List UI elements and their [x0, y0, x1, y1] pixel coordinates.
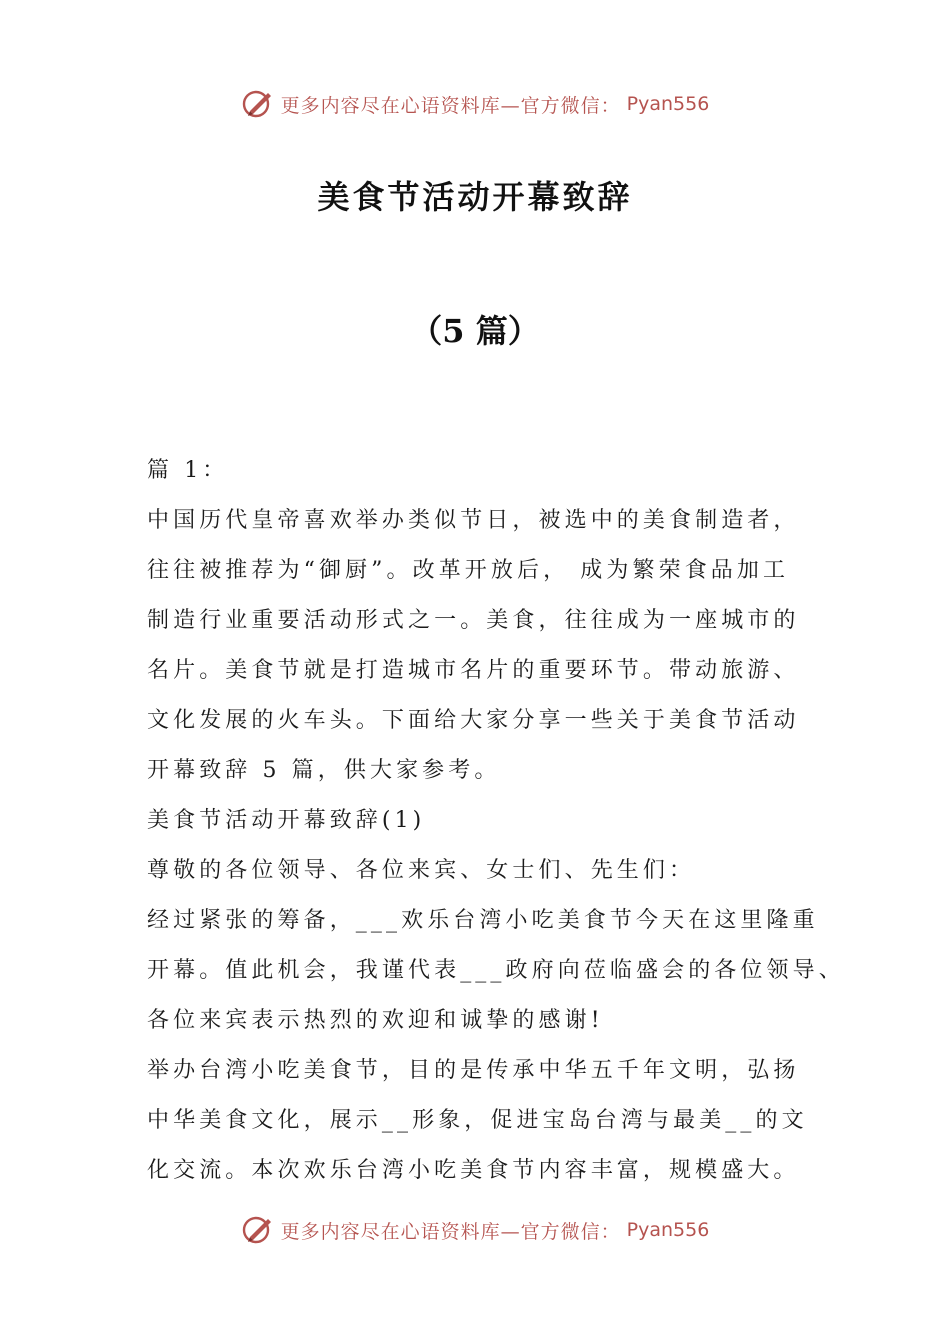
text-line: 往往被推荐为“御厨”。改革开放后， 成为繁荣食品加工: [147, 558, 790, 583]
wechat-id: Pyan556: [626, 93, 710, 115]
section-heading: 美食节活动开幕致辞(1): [147, 808, 426, 833]
document-subtitle: （5 篇）: [410, 312, 540, 350]
text-line: 开幕致辞 5 篇，供大家参考。: [147, 758, 501, 783]
text-line: 尊敬的各位领导、各位来宾、女士们、先生们：: [147, 858, 696, 883]
document-title: 美食节活动开幕致辞: [317, 178, 633, 216]
document-body: [147, 446, 845, 1196]
footer-banner: [0, 1208, 950, 1252]
text-line: 开幕。值此机会，我谨代表___政府向莅临盛会的各位领导、: [147, 958, 845, 983]
wechat-id: Pyan556: [626, 1219, 710, 1241]
text-line: 名片。美食节就是打造城市名片的重要环节。带动旅游、: [147, 658, 800, 683]
text-line: 各位来宾表示热烈的欢迎和诚挚的感谢!: [147, 1008, 604, 1033]
text-line: 举办台湾小吃美食节，目的是传承中华五千年文明，弘扬: [147, 1058, 800, 1083]
text-line: 制造行业重要活动形式之一。美食，往往成为一座城市的: [147, 608, 800, 633]
pen-logo-icon: [241, 87, 275, 121]
banner-text: 更多内容尽在心语资料库—官方微信：: [280, 94, 621, 117]
header-banner: [0, 82, 950, 126]
text-line: 文化发展的火车头。下面给大家分享一些关于美食节活动: [147, 708, 800, 733]
text-line: 中国历代皇帝喜欢举办类似节日，被选中的美食制造者，: [147, 508, 800, 533]
text-line: 篇 1：: [147, 458, 229, 483]
banner-text: 更多内容尽在心语资料库—官方微信：: [280, 1220, 621, 1243]
text-line: 化交流。本次欢乐台湾小吃美食节内容丰富，规模盛大。: [147, 1158, 800, 1183]
text-line: 经过紧张的筹备，___欢乐台湾小吃美食节今天在这里隆重: [147, 908, 819, 933]
pen-logo-icon: [241, 1213, 275, 1247]
text-line: 中华美食文化，展示__形象，促进宝岛台湾与最美__的文: [147, 1108, 808, 1133]
